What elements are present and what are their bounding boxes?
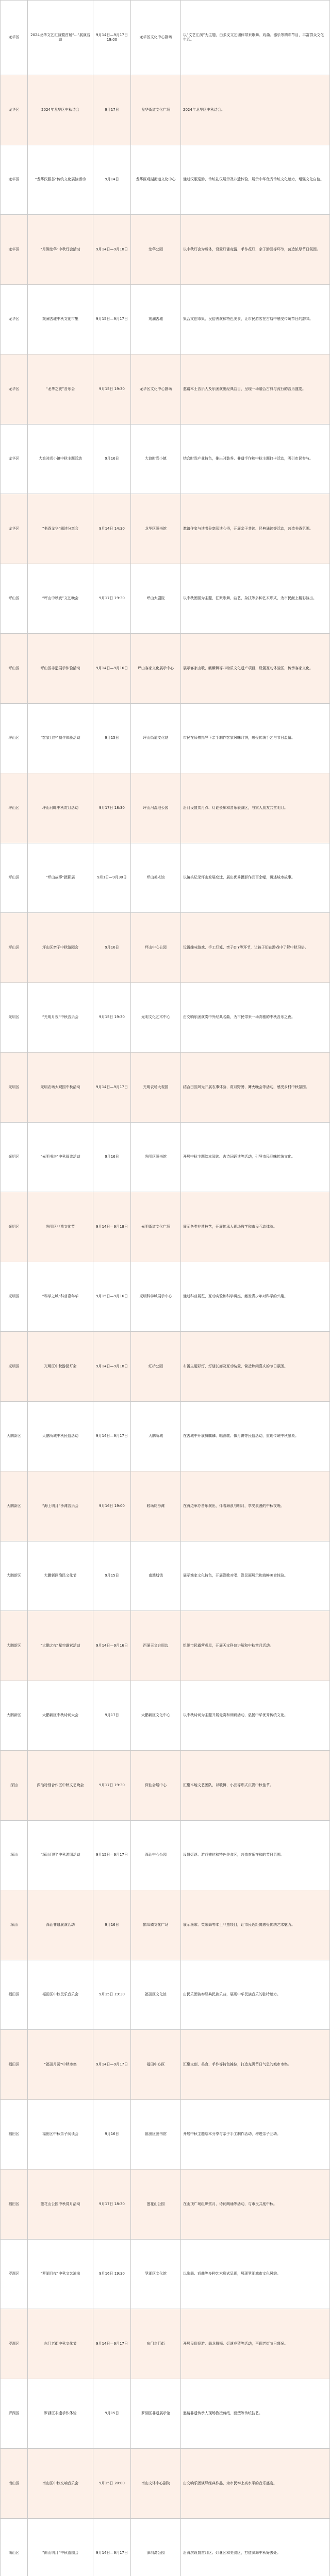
row-time: 9月15日 19:30 [93,982,131,1053]
table-row [1,2518,330,2576]
table-row [1,1192,330,1262]
row-venue: 坪山河湿地公园 [131,773,181,843]
table-row [1,1332,330,1402]
row-venue: 坪山中心公园 [131,913,181,983]
table-row [1,215,330,285]
row-time: 9月14日—9月17日 [93,1053,131,1123]
row-venue: 南澳墟镇 [131,1541,181,1611]
row-time: 9月14日 [93,145,131,215]
row-description: 以中秋诗词为主题开展竞赛和朗诵活动，弘扬中华优秀传统文化。 [181,1681,330,1751]
row-description: 展示各类非遗技艺，开展传承人现场教学和市民互动体验。 [181,1192,330,1262]
row-venue: 龙华公园 [131,215,181,285]
row-description: 集合文创市集、民俗表演和特色美食，让市民游客在古墟中感受传统节日的韵味。 [181,284,330,354]
row-time: 9月15日 19:30 [93,354,131,425]
table-row [1,1751,330,1821]
row-description: 开展民俗巡游、舞龙舞狮、灯谜竞猜等活动，再现老街节日盛况。 [181,2309,330,2379]
row-event-name: 观澜古墟中秋文化市集 [28,284,93,354]
row-venue: 大浪时尚小镇 [131,424,181,494]
row-time: 9月17日 19:30 [93,564,131,634]
row-district: 深汕 [1,1751,28,1821]
row-event-name: “月满龙华”中秋灯会活动 [28,215,93,285]
row-description: 以“文艺汇演”为主题，由多支文艺团体带来歌舞、戏曲、器乐等精彩节目，丰富群众文化生活。 [181,1,330,75]
row-venue: 莲花山公园 [131,2170,181,2240]
row-time: 9月14日—9月18日 [93,1192,131,1262]
row-venue: 坪山街道文化站 [131,703,181,773]
row-description: 由交响乐团演奏中外经典名曲，为市民带来一场高雅的中秋音乐之夜。 [181,982,330,1053]
row-district: 福田区 [1,2030,28,2100]
row-venue: 龙华街道文化广场 [131,75,181,145]
row-venue: 深汕会展中心 [131,1751,181,1821]
table-row [1,1541,330,1611]
row-event-name: 罗湖区非遗手作体验 [28,2379,93,2449]
row-district: 罗湖区 [1,2239,28,2309]
row-time: 9月15日 20:00 [93,2449,131,2519]
row-event-name: “福田月圆”中秋市集 [28,2030,93,2100]
row-time: 9月15日—9月17日 [93,1820,131,1890]
row-time: 9月17日 [93,75,131,145]
row-description: 2024年龙华区中秋诗会。 [181,75,330,145]
table-row [1,354,330,425]
table-row [1,1,330,75]
table-row [1,2030,330,2100]
row-event-name: “坪山故事”摄影展 [28,843,93,913]
row-district: 南山区 [1,2449,28,2519]
row-district: 光明区 [1,1053,28,1123]
row-venue: 光明街道文化广场 [131,1192,181,1262]
row-description: 在海边举办音乐演出，伴着海浪与明月，享受浪漫的中秋夜晚。 [181,1471,330,1541]
row-district: 光明区 [1,982,28,1053]
row-district: 深汕 [1,1820,28,1890]
row-venue: 观澜古墟 [131,284,181,354]
row-time: 9月17日 18:30 [93,773,131,843]
row-district: 大鹏新区 [1,1541,28,1611]
row-venue: 光明区图书馆 [131,1122,181,1192]
row-event-name: “坪山中秋夜”文艺晚会 [28,564,93,634]
row-venue: 光明科学城展示中心 [131,1262,181,1332]
row-venue: 坪山大剧院 [131,564,181,634]
row-district: 坪山区 [1,913,28,983]
row-district: 福田区 [1,1960,28,2030]
row-description: 开展中秋主题绘本阅读、古诗词诵读等活动，引导市民品味传统文化。 [181,1122,330,1192]
row-event-name: “光明书房”中秋阅读活动 [28,1122,93,1192]
table-row [1,1960,330,2030]
table-row [1,2379,330,2449]
row-venue: 龙华区文化中心剧场 [131,1,181,75]
table-row [1,2239,330,2309]
row-description: 在古城中开展舞麒麟、唱渔歌、做月饼等民俗活动，重现传统中秋景象。 [181,1401,330,1471]
row-time: 9月14日—9月17日 [93,2030,131,2100]
row-event-name: 大鹏所城中秋民俗活动 [28,1401,93,1471]
row-description: 以中秋团圆为主题，汇聚歌舞、曲艺、杂技等多种艺术形式，为市民献上精彩演出。 [181,564,330,634]
row-district: 南山区 [1,2518,28,2576]
row-time: 9月16日 [93,913,131,983]
table-row [1,145,330,215]
table-row [1,424,330,494]
row-time: 9月16日 19:30 [93,2239,131,2309]
table-row [1,982,330,1053]
row-description: 以歌舞、戏曲等多种艺术形式呈现，展现罗湖城市文化风貌。 [181,2239,330,2309]
row-time: 9月14日—9月16日 [93,634,131,704]
row-district: 龙华区 [1,494,28,564]
row-time: 9月15日 [93,1541,131,1611]
table-row [1,1262,330,1332]
row-time: 9月15日—9月16日 [93,1262,131,1332]
row-venue: 福田区图书馆 [131,2099,181,2170]
row-district: 罗湖区 [1,2309,28,2379]
table-row [1,2449,330,2519]
row-time: 9月16日 19:00 [93,1471,131,1541]
row-event-name: “科学之城”科普嘉年华 [28,1262,93,1332]
row-time: 9月16日 [93,1122,131,1192]
row-district: 深汕 [1,1890,28,1960]
row-district: 大鹏新区 [1,1401,28,1471]
table-row [1,773,330,843]
row-description: 展示渔歌、英歌舞等本土非遗项目，让市民近距离感受传统艺术魅力。 [181,1890,330,1960]
table-row [1,913,330,983]
row-time: 9月17日 [93,1681,131,1751]
row-venue: 坪山美术馆 [131,843,181,913]
table-row [1,703,330,773]
row-time: 9月16日 [93,424,131,494]
row-event-name: 福田区中秋民乐音乐会 [28,1960,93,2030]
row-event-name: “南山明月”中秋游园会 [28,2518,93,2576]
row-time: 9月14日—9月17日 19:00 [93,1,131,75]
row-event-name: 大鹏新区渔民文化节 [28,1541,93,1611]
row-venue: 光明文化艺术中心 [131,982,181,1053]
row-description: 以中秋灯会为载体，设置灯谜竞猜、手作花灯、亲子游园等环节，营造浓厚节日氛围。 [181,215,330,285]
row-description: 结合田园风光开展农事体验、赏月野餐、篝火晚会等活动，感受乡村中秋氛围。 [181,1053,330,1123]
row-description: 组织市民露营观星，开展天文科普讲解和中秋赏月活动。 [181,1611,330,1681]
table-row [1,1401,330,1471]
events-table-body [1,1,330,2576]
row-venue: 龙华区图书馆 [131,494,181,564]
row-district: 光明区 [1,1192,28,1262]
row-event-name: 深汕特别合作区中秋文艺晚会 [28,1751,93,1821]
row-time: 9月14日—9月17日 [93,1401,131,1471]
row-venue: 坪山客家文化展示中心 [131,634,181,704]
table-row [1,634,330,704]
row-description: 由民乐团演奏经典民族乐曲，展现中华民族音乐的独特魅力。 [181,1960,330,2030]
row-time: 9月14日—9月18日 [93,215,131,285]
row-time: 9月14日—9月16日 [93,1611,131,1681]
row-description: 由交响乐团演绎经典作品，为市民奉上高水平的音乐盛宴。 [181,2449,330,2519]
table-row [1,2099,330,2170]
row-description: 布置主题彩灯、灯谜长廊及互动装置，营造热闹喜庆的节日氛围。 [181,1332,330,1402]
row-district: 光明区 [1,1122,28,1192]
row-venue: 福田中心区 [131,2030,181,2100]
row-time: 9月16日 [93,1890,131,1960]
row-description: 开展中秋主题绘本分享与亲子手工制作活动，增进亲子互动。 [181,2099,330,2170]
row-venue: 较场尾沙滩 [131,1471,181,1541]
table-row [1,1681,330,1751]
row-description: 展示渔家文化特色，开展渔歌对唱、渔民画展示和海鲜美食体验。 [181,1541,330,1611]
row-time: 9月16日 [93,2099,131,2170]
row-venue: 鹅埠镇文化广场 [131,1890,181,1960]
row-district: 坪山区 [1,843,28,913]
row-time: 9月15日—9月17日 [93,284,131,354]
row-venue: 光明农场大观园 [131,1053,181,1123]
row-district: 龙华区 [1,354,28,425]
row-time: 9月1日—9月30日 [93,843,131,913]
row-event-name: 大鹏新区中秋诗词大会 [28,1681,93,1751]
row-venue: 虹桥公园 [131,1332,181,1402]
row-event-name: 坪山区亲子中秋游园会 [28,913,93,983]
row-description: 沿海滨设置赏月区、灯谜区和美食区，打造滨海中秋好去处。 [181,2518,330,2576]
row-district: 坪山区 [1,773,28,843]
row-venue: 龙华区观湖街道文化中心 [131,145,181,215]
row-event-name: 东门老街中秋文化节 [28,2309,93,2379]
row-event-name: 坪山河畔中秋赏月活动 [28,773,93,843]
row-district: 坪山区 [1,564,28,634]
row-event-name: 大浪时尚小镇中秋主题活动 [28,424,93,494]
row-description: 通过汉服巡游、传统礼仪展示及非遗体验，展示中华优秀传统文化魅力，增强文化自信。 [181,145,330,215]
row-description: 市民在师傅指导下亲手制作客家风味月饼，感受传统手艺与节日温情。 [181,703,330,773]
row-event-name: 莲花山公园中秋赏月活动 [28,2170,93,2240]
row-time: 9月14日 14:30 [93,494,131,564]
row-district: 光明区 [1,1332,28,1402]
row-event-name: 光明农场大观园中秋活动 [28,1053,93,1123]
row-venue: 南山文体中心剧院 [131,2449,181,2519]
row-venue: 罗湖区文化馆 [131,2239,181,2309]
row-time: 9月14日—9月18日 [93,1332,131,1402]
row-description: 汇聚本地文艺团队，以歌舞、小品等形式庆祝中秋佳节。 [181,1751,330,1821]
table-row [1,1890,330,1960]
row-district: 光明区 [1,1262,28,1332]
row-event-name: 福田区中秋亲子阅读会 [28,2099,93,2170]
row-description: 沿河设置赏月点、灯谜长廊和音乐表演区，与家人朋友共赏明月。 [181,773,330,843]
row-district: 坪山区 [1,703,28,773]
table-row [1,2309,330,2379]
row-event-name: “光明月夜”中秋音乐会 [28,982,93,1053]
row-description: 邀请本土音乐人及乐团演出经典曲目，呈现一场融合古典与流行的音乐盛宴。 [181,354,330,425]
table-row [1,1611,330,1681]
table-row [1,1820,330,1890]
row-district: 龙华区 [1,424,28,494]
row-event-name: “龙华汉服荟”传统文化展演活动 [28,145,93,215]
row-venue: 福田区文化馆 [131,1960,181,2030]
row-venue: 大鹏所城 [131,1401,181,1471]
row-venue: 龙华区文化中心剧场 [131,354,181,425]
row-event-name: 2024年龙华区中秋诗会 [28,75,93,145]
row-venue: 深汕中心公园 [131,1820,181,1890]
row-event-name: “海上明月”沙滩音乐会 [28,1471,93,1541]
row-district: 福田区 [1,2099,28,2170]
row-district: 龙华区 [1,1,28,75]
table-row [1,1053,330,1123]
row-district: 大鹏新区 [1,1611,28,1681]
table-row [1,494,330,564]
row-event-name: “客家月饼”制作体验活动 [28,703,93,773]
row-event-name: 南山区中秋交响音乐会 [28,2449,93,2519]
row-event-name: 光明区非遗文化节 [28,1192,93,1262]
row-district: 坪山区 [1,634,28,704]
row-description: 设置趣味游戏、手工灯笼、亲子DIY等环节，让孩子们在游戏中了解中秋习俗。 [181,913,330,983]
table-row [1,284,330,354]
table-row [1,1122,330,1192]
row-event-name: 坪山区非遗展示体验活动 [28,634,93,704]
row-district: 福田区 [1,2170,28,2240]
table-row [1,843,330,913]
row-district: 龙华区 [1,145,28,215]
row-time: 9月14日—9月17日 [93,2518,131,2576]
row-venue: 东门步行街 [131,2309,181,2379]
row-event-name: “书香龙华”阅读分享会 [28,494,93,564]
row-event-name: “大鹏之夜”星空露营活动 [28,1611,93,1681]
row-description: 设置灯谜、游戏摊位和特色美食区，营造欢乐祥和的节日氛围。 [181,1820,330,1890]
row-event-name: 深汕非遗展演活动 [28,1890,93,1960]
row-event-name: 光明区中秋游园灯会 [28,1332,93,1402]
table-row [1,75,330,145]
row-description: 结合时尚产业特色，推出时装秀、非遗手作和中秋主题打卡活动，吸引市民参与。 [181,424,330,494]
row-description: 在山顶广场组织赏月、诗词朗诵等活动，与市民共度中秋。 [181,2170,330,2240]
row-district: 龙华区 [1,75,28,145]
row-time: 9月17日 19:30 [93,1751,131,1821]
row-time: 9月17日 18:30 [93,2170,131,2240]
row-description: 邀请非遗传承人现场教授剪纸、面塑等传统技艺。 [181,2379,330,2449]
row-time: 9月15日 [93,2379,131,2449]
row-district: 罗湖区 [1,2379,28,2449]
row-district: 大鹏新区 [1,1471,28,1541]
row-event-name: 2024龙华文艺汇演暨首届“...”展演活动 [28,1,93,75]
row-event-name: “龙华之夜”音乐会 [28,354,93,425]
row-time: 9月15日 [93,703,131,773]
row-description: 邀请作家与读者分享阅读心得，开展亲子共读、经典诵读等活动，营造书香氛围。 [181,494,330,564]
table-row [1,564,330,634]
table-row [1,1471,330,1541]
row-event-name: “罗湖月夜”中秋文艺演出 [28,2239,93,2309]
row-description: 展示客家山歌、麒麟舞等非物质文化遗产项目，设置互动体验区，传承客家文化。 [181,634,330,704]
row-district: 大鹏新区 [1,1681,28,1751]
row-event-name: “深汕月明”中秋游园活动 [28,1820,93,1890]
row-district: 龙华区 [1,215,28,285]
row-venue: 深圳湾公园 [131,2518,181,2576]
row-venue: 大鹏新区文化中心 [131,1681,181,1751]
row-venue: 罗湖区非遗展示馆 [131,2379,181,2449]
table-row [1,2170,330,2240]
row-time: 9月14日—9月17日 [93,2309,131,2379]
row-district: 龙华区 [1,284,28,354]
row-venue: 西涌天文台周边 [131,1611,181,1681]
row-description: 通过科普展览、互动实验和科学讲座，激发青少年对科学的兴趣。 [181,1262,330,1332]
row-description: 汇聚文创、美食、手作等特色摊位，打造充满节日气息的城市市集。 [181,2030,330,2100]
row-time: 9月15日 19:30 [93,1960,131,2030]
row-description: 以镜头记录坪山发展变迁，展出优秀摄影作品百余幅，讲述城市故事。 [181,843,330,913]
